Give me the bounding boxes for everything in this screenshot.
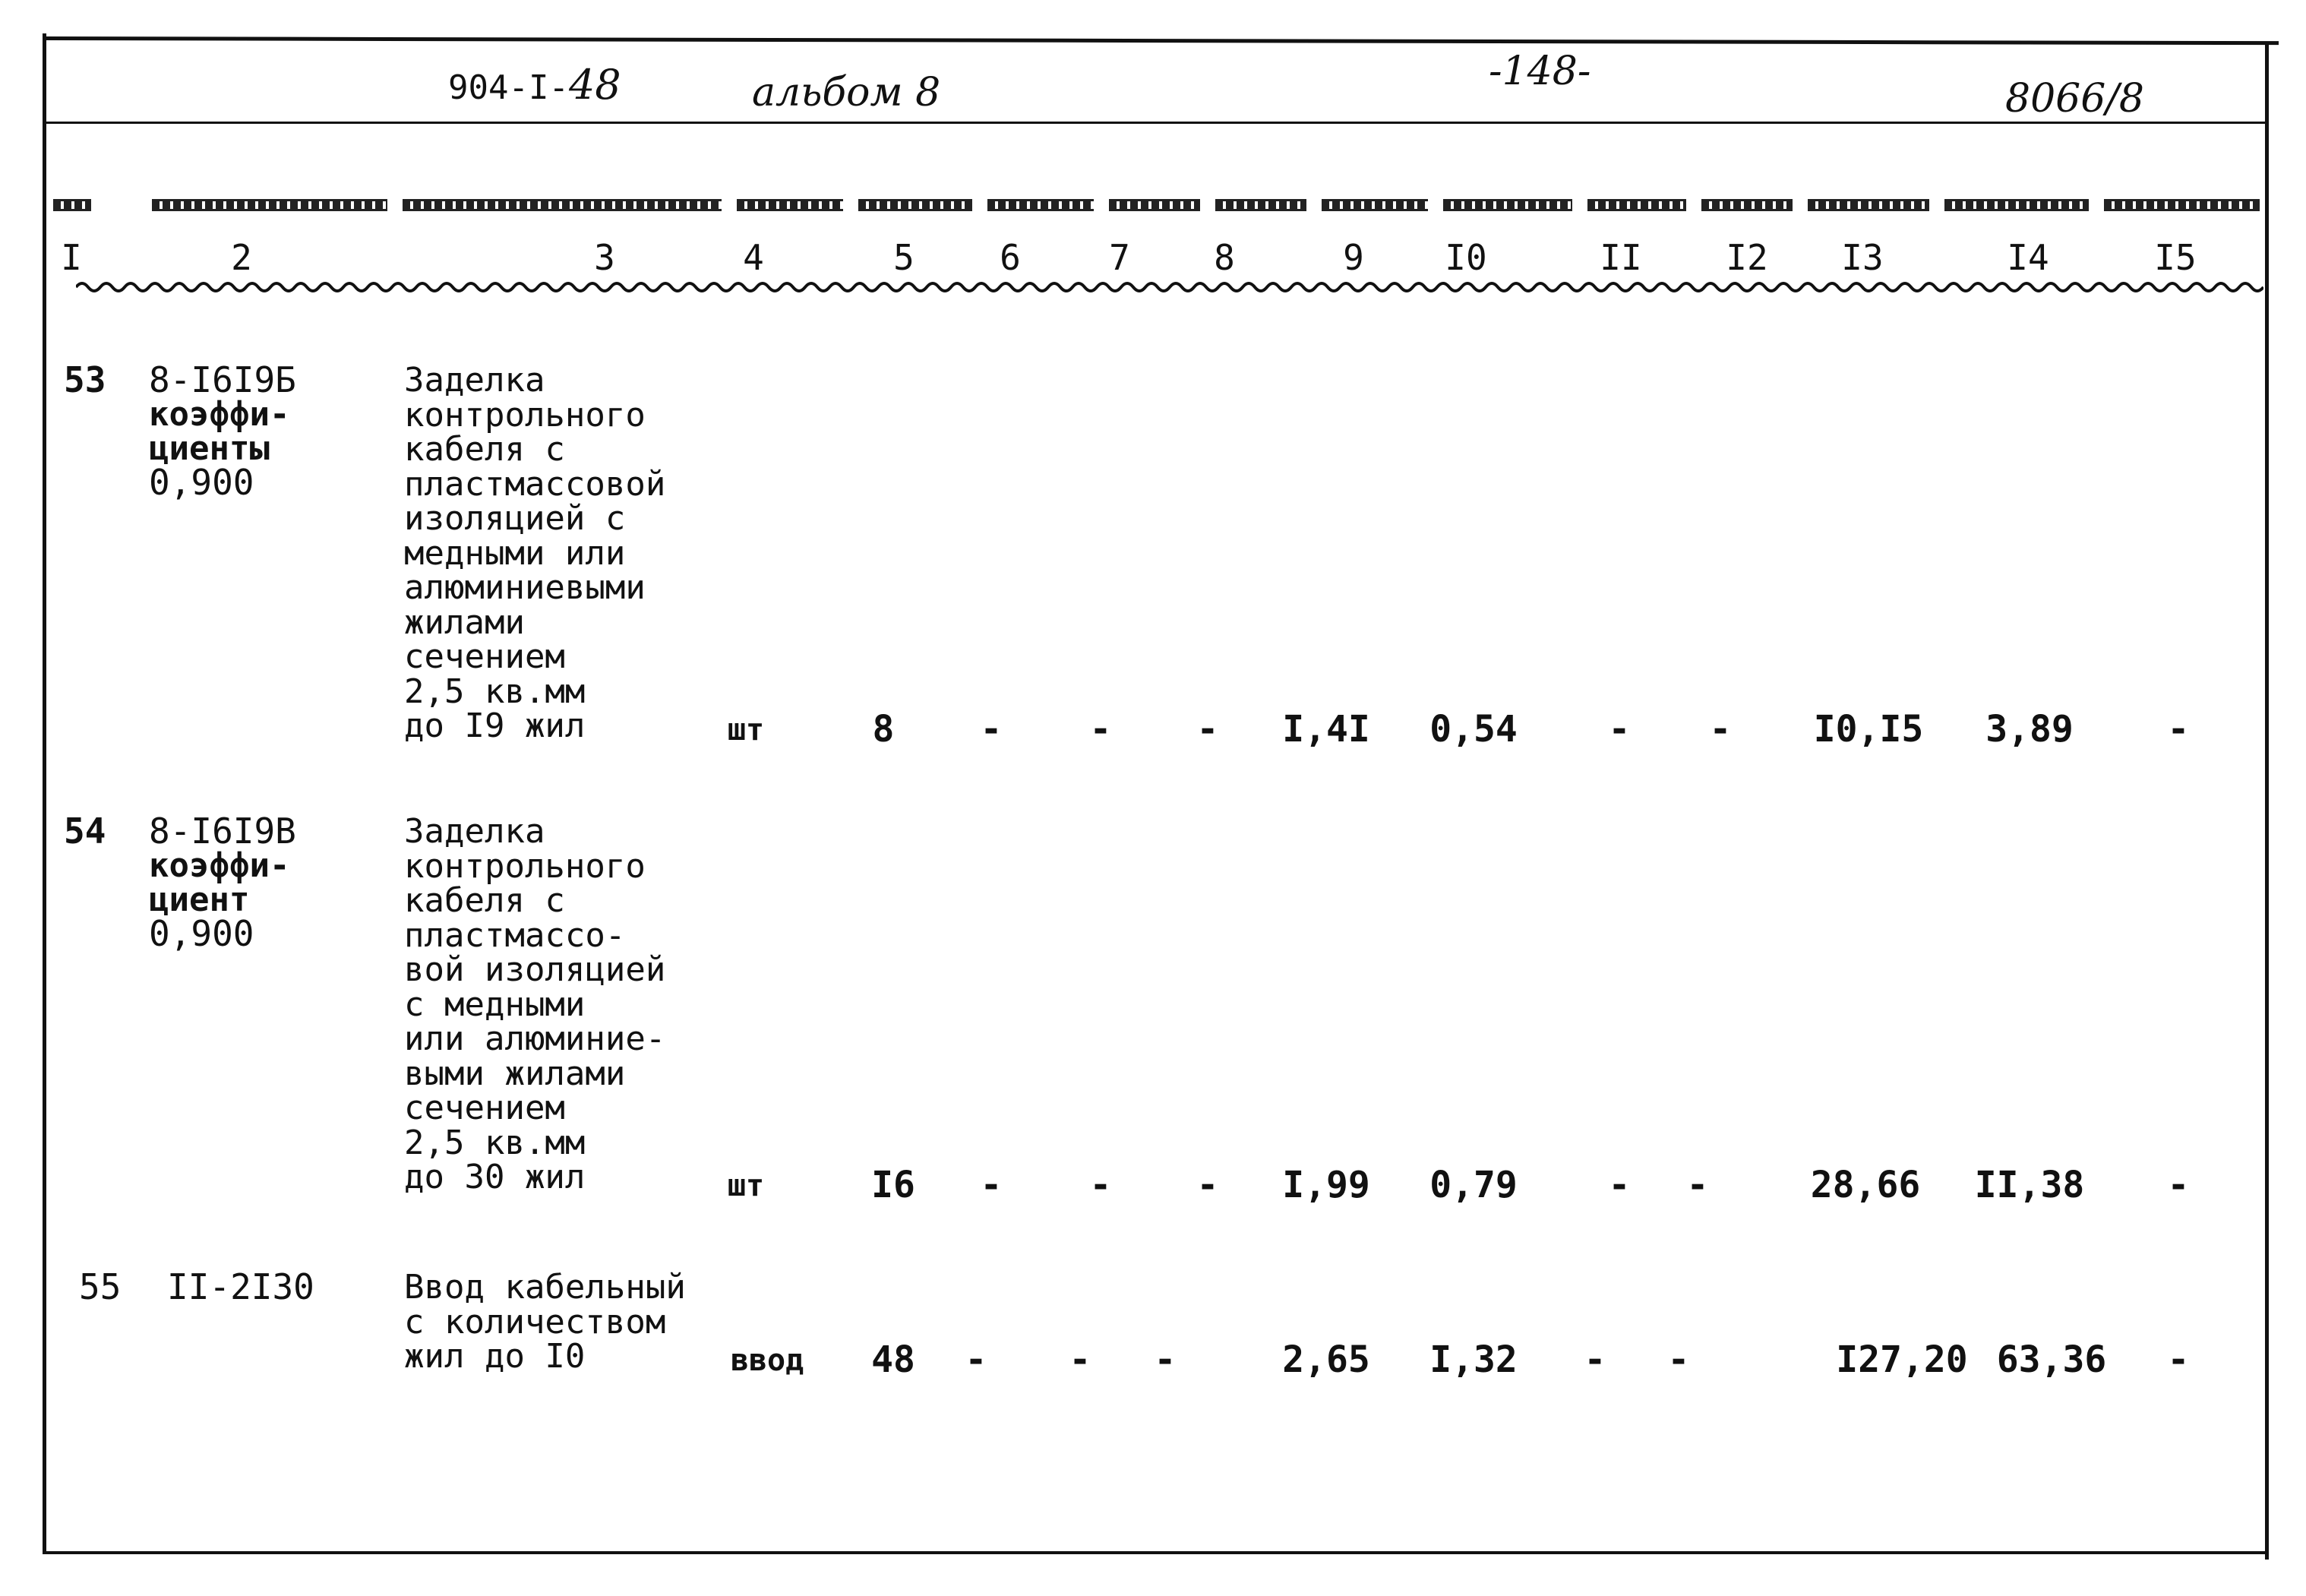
coefficient-line: циент <box>149 880 250 919</box>
rate-code: 8-I6I9В <box>149 811 296 852</box>
description-line: сечением <box>404 1089 565 1127</box>
col13-cell: I27,20 <box>1836 1338 1968 1381</box>
column-number: 8 <box>1214 237 1235 278</box>
col6-cell: - <box>980 708 1003 751</box>
column-number: II <box>1600 237 1642 278</box>
unit-cell: шт <box>727 713 765 747</box>
description-line: с медными <box>404 984 586 1024</box>
description-line: алюминиевыми <box>404 568 646 607</box>
description-line: кабеля с <box>404 881 565 920</box>
description-line: кабеля с <box>404 430 565 469</box>
description-line: жилами <box>404 602 525 642</box>
col11-cell: - <box>1584 1338 1606 1381</box>
description-line: до 30 жил <box>404 1158 586 1196</box>
album-label: альбом 8 <box>752 70 941 115</box>
frame-bottom-line <box>43 1551 2268 1554</box>
coefficient-value: 0,900 <box>149 913 254 954</box>
description-line: выми жилами <box>404 1054 626 1093</box>
column-number: I <box>61 237 82 278</box>
column-number: 4 <box>743 237 764 278</box>
column-separator-dashes <box>53 199 2263 214</box>
frame-top-line <box>44 36 2279 45</box>
description-line: жил до I0 <box>404 1337 586 1376</box>
description-line: медными или <box>404 533 626 573</box>
col10-cell: I,32 <box>1429 1338 1518 1381</box>
coefficient-value: 0,900 <box>149 462 254 503</box>
frame-left-line <box>43 33 46 1554</box>
column-number: I0 <box>1445 237 1487 278</box>
column-number: 5 <box>893 237 915 278</box>
column-number: I3 <box>1841 237 1884 278</box>
frame-right-line <box>2265 44 2269 1560</box>
col12-cell: - <box>1667 1338 1690 1381</box>
col13-cell: 28,66 <box>1810 1164 1921 1206</box>
description-line: с количеством <box>404 1302 666 1342</box>
reference-number: 8066/8 <box>2005 76 2144 122</box>
rate-code: II-2I30 <box>167 1266 314 1307</box>
document-code <box>448 61 621 109</box>
column-number: 2 <box>231 237 252 278</box>
unit-cell: ввод <box>730 1343 804 1378</box>
col7-cell: - <box>1089 708 1112 751</box>
document-code-suffix: 48 <box>568 61 621 109</box>
quantity-cell: I6 <box>871 1164 915 1206</box>
col6-cell: - <box>965 1338 987 1381</box>
wavy-divider <box>76 272 2263 295</box>
work-description <box>404 814 665 1195</box>
col15-cell: - <box>2167 1338 2190 1381</box>
column-number: 3 <box>594 237 615 278</box>
description-line: Заделка <box>404 361 545 400</box>
rate-code: 8-I6I9Б <box>149 359 296 400</box>
description-line: 2,5 кв.мм <box>404 672 586 711</box>
col10-cell: 0,79 <box>1429 1164 1518 1206</box>
description-line: пластмассовой <box>404 464 666 504</box>
row-number: 53 <box>64 359 106 400</box>
description-line: пластмассо- <box>404 915 626 955</box>
col13-cell: I0,I5 <box>1813 708 1924 751</box>
coefficient-line: циенты <box>149 429 270 468</box>
col15-cell: - <box>2167 708 2190 751</box>
page-number: -148- <box>1489 49 1591 94</box>
coefficient-line: коэффи- <box>149 395 290 434</box>
quantity-cell: 48 <box>871 1338 915 1381</box>
column-number: 9 <box>1343 237 1364 278</box>
description-line: контрольного <box>404 395 646 435</box>
column-number: 6 <box>1000 237 1021 278</box>
description-line: или алюминие- <box>404 1019 666 1058</box>
row-number: 54 <box>64 811 106 852</box>
document-code-prefix: 904-I- <box>448 68 569 107</box>
unit-cell: шт <box>727 1168 765 1203</box>
col9-cell: I,99 <box>1282 1164 1370 1206</box>
description-line: Заделка <box>404 812 545 851</box>
col8-cell: - <box>1196 1164 1219 1206</box>
col12-cell: - <box>1709 708 1732 751</box>
col6-cell: - <box>980 1164 1003 1206</box>
rate-code-block <box>149 811 296 954</box>
column-number: 7 <box>1109 237 1130 278</box>
column-number: I2 <box>1726 237 1768 278</box>
col9-cell: I,4I <box>1282 708 1370 751</box>
col11-cell: - <box>1608 1164 1631 1206</box>
col15-cell: - <box>2167 1164 2190 1206</box>
col14-cell: II,38 <box>1974 1164 2085 1206</box>
row-number: 55 <box>79 1266 122 1307</box>
quantity-cell: 8 <box>872 708 895 751</box>
col14-cell: 63,36 <box>1996 1338 2107 1381</box>
coefficient-line: коэффи- <box>149 846 290 885</box>
col10-cell: 0,54 <box>1429 708 1518 751</box>
description-line: 2,5 кв.мм <box>404 1123 586 1162</box>
work-description <box>404 1270 686 1374</box>
description-line: контрольного <box>404 846 646 886</box>
col7-cell: - <box>1089 1164 1112 1206</box>
description-line: сечением <box>404 637 565 676</box>
column-number: I5 <box>2154 237 2197 278</box>
col8-cell: - <box>1154 1338 1177 1381</box>
col7-cell: - <box>1069 1338 1091 1381</box>
column-number: I4 <box>2007 237 2049 278</box>
description-line: вой изоляцией <box>404 950 666 989</box>
work-description <box>404 363 665 744</box>
col14-cell: 3,89 <box>1985 708 2074 751</box>
col8-cell: - <box>1196 708 1219 751</box>
description-line: Ввод кабельный <box>404 1268 686 1307</box>
description-line: до I9 жил <box>404 706 586 745</box>
rate-code-block <box>149 359 296 503</box>
col12-cell: - <box>1686 1164 1709 1206</box>
description-line: изоляцией с <box>404 499 626 538</box>
header-divider-line <box>44 122 2267 124</box>
col9-cell: 2,65 <box>1282 1338 1370 1381</box>
rate-code-block <box>167 1266 314 1307</box>
col11-cell: - <box>1608 708 1631 751</box>
